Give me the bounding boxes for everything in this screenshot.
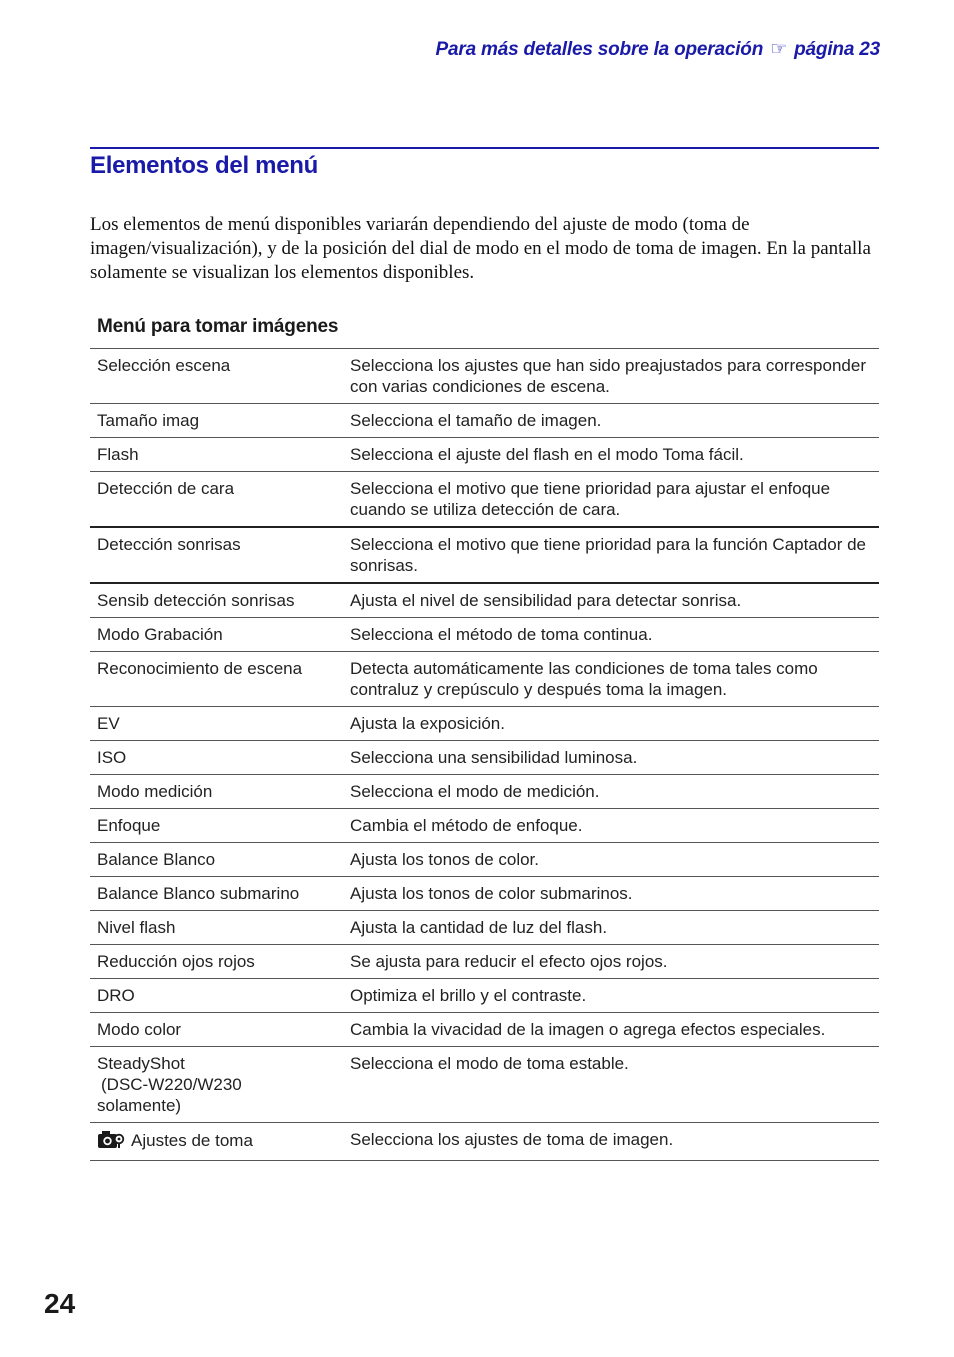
item-description: Ajusta el nivel de sensibilidad para detectar sonrisa. (343, 583, 879, 618)
item-name: Modo Grabación (90, 618, 343, 652)
item-name: Nivel flash (90, 911, 343, 945)
table-row (90, 404, 879, 438)
table-row (90, 775, 879, 809)
section-title: Elementos del menú (90, 152, 318, 179)
item-name-line: solamente) (97, 1096, 182, 1115)
item-name: Sensib detección sonrisas (90, 583, 343, 618)
item-name: DRO (90, 979, 343, 1013)
item-description: Selecciona el método de toma continua. (343, 618, 879, 652)
intro-paragraph: Los elementos de menú disponibles variarán dependiendo del ajuste de modo (toma de imagen/visualización), y de la posición del dial de modo en el modo de toma de imagen. En la pantalla solamente se visualizan los elementos disponibles. (90, 214, 871, 283)
menu-items-table (90, 348, 879, 1161)
item-description: Selecciona una sensibilidad luminosa. (343, 741, 879, 775)
item-description: Selecciona el modo de toma estable. (343, 1047, 879, 1123)
item-description: Selecciona el motivo que tiene prioridad para ajustar el enfoque cuando se utiliza detección de cara. (343, 472, 879, 528)
table-row (90, 618, 879, 652)
item-name: Selección escena (90, 349, 343, 404)
item-description: Selecciona el tamaño de imagen. (343, 404, 879, 438)
item-name: Reconocimiento de escena (90, 652, 343, 707)
table-heading: Menú para tomar imágenes (97, 316, 339, 337)
item-name: Enfoque (90, 809, 343, 843)
item-name: Modo medición (90, 775, 343, 809)
item-name-text: Ajustes de toma (131, 1131, 253, 1150)
table-row (90, 877, 879, 911)
item-description: Cambia la vivacidad de la imagen o agrega efectos especiales. (343, 1013, 879, 1047)
item-name: EV (90, 707, 343, 741)
item-name: Flash (90, 438, 343, 472)
item-description: Ajusta los tonos de color. (343, 843, 879, 877)
table-row (90, 911, 879, 945)
item-name: Balance Blanco submarino (90, 877, 343, 911)
table-row (90, 1013, 879, 1047)
link-text-before: Para más detalles sobre la operación (435, 39, 764, 60)
item-description: Detecta automáticamente las condiciones de toma tales como contraluz y crepúsculo y después toma la imagen. (343, 652, 879, 707)
table-row (90, 527, 879, 583)
table-row (90, 741, 879, 775)
item-description: Ajusta la cantidad de luz del flash. (343, 911, 879, 945)
camera-settings-icon (97, 1129, 125, 1154)
item-description: Selecciona el motivo que tiene prioridad para la función Captador de sonrisas. (343, 527, 879, 583)
page-number: 24 (44, 1288, 76, 1319)
item-name: Modo color (90, 1013, 343, 1047)
pointing-hand-icon: ☞ (770, 39, 788, 60)
table-row (90, 438, 879, 472)
table-row (90, 945, 879, 979)
item-description: Selecciona el modo de medición. (343, 775, 879, 809)
table-row (90, 809, 879, 843)
item-name: Reducción ojos rojos (90, 945, 343, 979)
link-page-ref: página 23 (794, 39, 880, 60)
table-row (90, 1123, 879, 1161)
table-row (90, 707, 879, 741)
table-row (90, 652, 879, 707)
section-divider (90, 147, 879, 149)
item-name (90, 1047, 343, 1123)
operation-details-link[interactable] (436, 38, 880, 61)
item-name: Detección de cara (90, 472, 343, 528)
table-row (90, 843, 879, 877)
item-description: Cambia el método de enfoque. (343, 809, 879, 843)
item-name: Balance Blanco (90, 843, 343, 877)
item-description: Ajusta los tonos de color submarinos. (343, 877, 879, 911)
item-name: Detección sonrisas (90, 527, 343, 583)
item-name: ISO (90, 741, 343, 775)
item-description: Selecciona los ajustes que han sido preajustados para corresponder con varias condiciones de escena. (343, 349, 879, 404)
item-description: Selecciona el ajuste del flash en el modo Toma fácil. (343, 438, 879, 472)
table-row (90, 1047, 879, 1123)
item-description: Optimiza el brillo y el contraste. (343, 979, 879, 1013)
item-description: Ajusta la exposición. (343, 707, 879, 741)
table-row (90, 349, 879, 404)
item-name (90, 1123, 343, 1161)
table-row (90, 583, 879, 618)
table-row (90, 472, 879, 528)
item-description: Se ajusta para reducir el efecto ojos rojos. (343, 945, 879, 979)
item-name-line: SteadyShot (97, 1054, 185, 1073)
table-row (90, 979, 879, 1013)
item-name-line: (DSC-W220/W230 (101, 1075, 242, 1094)
item-description: Selecciona los ajustes de toma de imagen. (343, 1123, 879, 1161)
item-name: Tamaño imag (90, 404, 343, 438)
